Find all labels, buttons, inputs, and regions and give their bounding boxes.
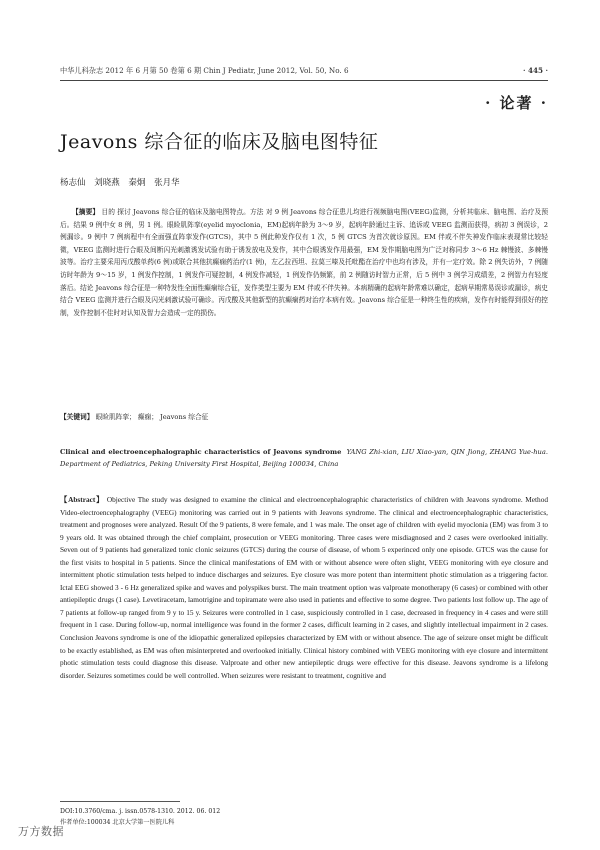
journal-citation: 中华儿科杂志 2012 年 6 月第 50 卷第 6 期 Chin J Pediatr, June 2012, Vol. 50, No. 6 [60,66,349,75]
english-authors: YANG Zhi-xian, LIU Xiao-yan, QIN Jiong, ZHANG Yue-hua. [346,448,548,456]
page-number: · 445 · [522,66,548,75]
chinese-keywords-text: 眼睑肌阵挛； 癫痫； Jeavons 综合征 [95,413,209,421]
watermark: 万方数据 [18,825,64,838]
chinese-abstract-label: 【摘要】 [72,208,100,216]
chinese-abstract-text: 目的 探讨 Jeavons 综合征的临床及脑电图特点。方法 对 9 例 Jeavons 综合征患儿均进行视频脑电图(VEEG)监测，分析其临床、脑电图、治疗及预后。结果 9 例中女 8 例，男 1 例。眼睑肌阵挛(eyelid myoclonia，EM)起病年龄为 3～9 岁，起病年龄通过主诉、追诉或 VEEG 监测而获得，病初 3 例误诊，2 例漏诊。9 例中 7 例病程中有全面强直阵挛发作(GTCS)，其中 5 例此种发作仅有 1 次，5 例 GTCS 为首次就诊原因。EM 伴或不伴失神发作临床表现常比较轻微，VEEG 监测时进行合眼及间断闪光刺激诱发试验有助于诱发放电及发作，其中合眼诱发作用最强，EM 发作期脑电图为广泛对称同步 3～6 Hz 棘慢波、多棘慢波等。治疗主要采用丙戊酸单药(6 例)或联合其他抗癫痫药治疗(1 例)，左乙拉西坦、拉莫三嗪及托吡酯在治疗中也均有涉及，并有一定疗效。除 2 例失访外，7 例随访时年龄为 9～15 岁，1 例发作控制，1 例发作可疑控制，4 例发作减轻，1 例发作仍频繁，前 2 例随访时智力正常，后 5 例中 3 例学习成绩差，2 例智力有轻度落后。结论 Jeavons 综合征是一种特发性全面性癫痫综合征，发作类型主要为 EM 伴或不伴失神。本病精确的起病年龄常难以确定，起病早期常易误诊或漏诊，病史结合 VEEG 监测并进行合眼及闪光刺激试验可确诊。丙戊酸及其他新型的抗癫痫药对治疗本病有效。Jeavons 综合征是一种终生性的疾病，发作有时能得到很好的控制，发作控制不佳时对认知及智力会造成一定的损伤。 [60,208,549,317]
author-affiliation-note: 作者单位:100034 北京大学第一医院儿科 [60,819,175,826]
english-title: Clinical and electroencephalographic characteristics of Jeavons syndrome [60,448,342,456]
chinese-keywords [60,411,548,423]
english-abstract-label: 【Abstract】 [60,495,105,504]
english-affiliation: Department of Pediatrics, Peking University First Hospital, Beijing 100034, China [60,460,339,469]
english-title-block [60,446,548,471]
footnote-rule [60,801,180,802]
footnotes [60,806,548,828]
article-title: Jeavons 综合征的临床及脑电图特征 [60,131,379,153]
header-rule [60,80,548,81]
section-label: · 论著 · [485,94,548,112]
doi-line: DOI:10.3760/cma. j. issn.0578-1310. 2012. 06. 012 [60,808,221,815]
running-header [60,64,548,78]
english-abstract [60,494,548,682]
chinese-abstract [60,206,548,319]
english-abstract-text: Objective The study was designed to examine the clinical and electroencephalographic characteristics of children with Jeavons syndrome. Method Video-electroencephalography (VEEG) monitoring was carried out in 9 patients with Jeavons syndrome. The clinical and electroencephalographic characteristics, treatment and prognoses were analyzed. Result Of the 9 patients, 8 were female, and 1 was male. The onset age of children with eyelid myoclonia (EM) was from 3 to 9 years old. It was obtained through the chief complaint, prosecution or VEEG monitoring. Three cases were misdiagnosed and 2 cases were overlooked initially. Seven out of 9 patients had generalized tonic clonic seizures (GTCS) during the course of disease, of whom 5 experinced only one episode. GTCS was the cause for the first visits to hospital in 5 patients. Since the clinical manifestations of EM with or without absence were often slight, VEEG monitoring with eye closure and intermittent photic stimulation tests helped to induce discharges and seizures. Eye closure was more potent than intermittent photic stimulation as a triggering factor. Ictal EEG showed 3 - 6 Hz generalized spike and waves and polyspikes burst. The main treatment option was valproate monotherapy (6 cases) or combined with other antiepileptic drugs (1 case). Levetiracetam, lamotrigine and topiramate were also used in patients and effective to some degree. Two patients lost follow up. The age of 7 patients at follow-up ranged from 9 y to 15 y. Seizures were controlled in 1 case, suspiciously controlled in 1 case, decreased in frequency in 4 cases and were still frequent in 1 case. During follow-up, normal intelligence was found in the former 2 cases, difficult learning in 2 cases, and slightly intellectual impairment in 2 cases. Conclusion Jeavons syndrome is one of the idiopathic generalized epilepsies characterized by EM with or without absence. The age of seizure onset might be difficult to be exactly established, as EM was often misinterpreted and overlooked initially. Clinical history combined with VEEG monitoring with eye closure and intermittent photic stimulation tests could diagnose this disease. Valproate and other new antiepileptic drugs were effective for this disease. Jeavons syndrome is a lifelong disorder. Seizures sometimes could be well controlled. When seizures were resistant to treatment, cognitive and [60,495,549,680]
author-list: 杨志仙 刘晓燕 秦炯 张月华 [60,178,180,188]
chinese-keywords-label: 【关键词】 [60,413,94,421]
